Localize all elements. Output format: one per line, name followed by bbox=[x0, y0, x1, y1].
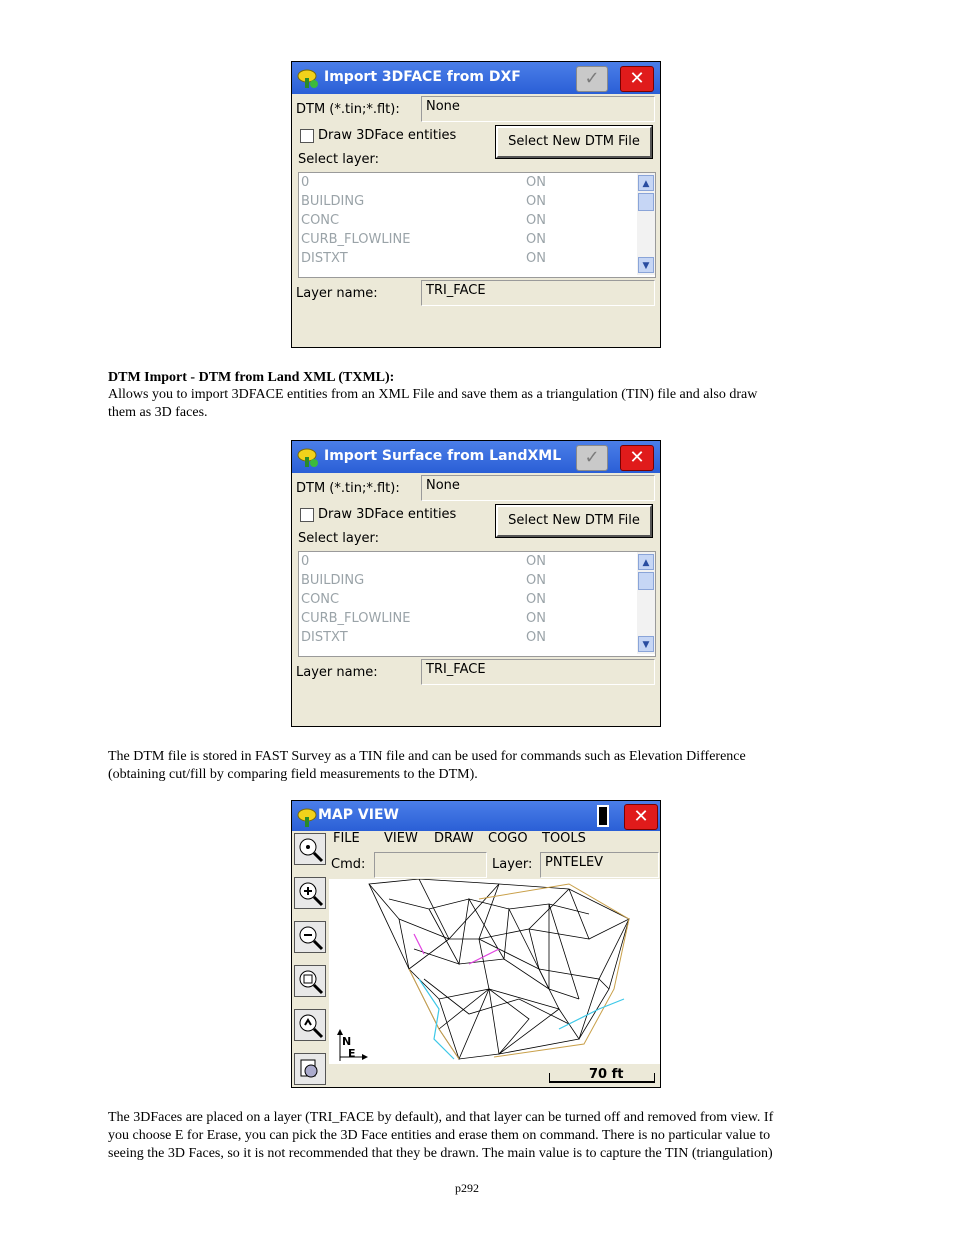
list-item[interactable]: CURB_FLOWLINE ON bbox=[301, 611, 546, 626]
scroll-up-icon[interactable]: ▲ bbox=[638, 175, 654, 191]
close-button[interactable] bbox=[620, 66, 654, 92]
cmd-label: Cmd: bbox=[331, 857, 366, 872]
north-arrow-icon bbox=[334, 1029, 370, 1063]
list-item[interactable]: DISTXT ON bbox=[301, 630, 546, 645]
zoom-previous-button[interactable] bbox=[294, 1009, 326, 1041]
map-title: MAP VIEW bbox=[318, 807, 399, 823]
layer-list[interactable] bbox=[298, 551, 656, 657]
surveyor-app-icon bbox=[296, 805, 320, 829]
list-item[interactable]: CONC ON bbox=[301, 213, 546, 228]
menu-file[interactable]: FILE bbox=[333, 831, 360, 846]
menu-draw[interactable]: DRAW bbox=[434, 831, 474, 846]
import-3dface-dialog bbox=[291, 61, 661, 348]
layer-list[interactable] bbox=[298, 172, 656, 278]
battery-icon bbox=[597, 805, 609, 827]
scroll-up-icon[interactable]: ▲ bbox=[638, 554, 654, 570]
zoom-in-icon bbox=[295, 878, 325, 908]
tin-para-1: The DTM file is stored in FAST Survey as a TIN file and can be used for commands such as Elevation Difference bbox=[108, 749, 746, 764]
scroll-down-icon[interactable]: ▼ bbox=[638, 636, 654, 652]
map-view-window bbox=[291, 800, 661, 1088]
ok-button[interactable] bbox=[576, 66, 608, 92]
north-label: N bbox=[342, 1035, 352, 1048]
draw-3dface-label: Draw 3DFace entities bbox=[318, 128, 457, 143]
dialog-title: Import 3DFACE from DXF bbox=[324, 69, 521, 85]
layer-label: Layer: bbox=[492, 857, 533, 872]
zoom-extents-button[interactable] bbox=[294, 833, 326, 865]
layer-name-input[interactable]: TRI_FACE bbox=[421, 280, 655, 306]
menu-view[interactable]: VIEW bbox=[384, 831, 418, 846]
tin-para-2: (obtaining cut/fill by comparing field measurements to the DTM). bbox=[108, 767, 478, 782]
list-scrollbar[interactable] bbox=[637, 173, 655, 275]
scroll-thumb[interactable] bbox=[638, 572, 654, 590]
layer-name-label: Layer name: bbox=[296, 665, 378, 680]
zoom-window-button[interactable] bbox=[294, 965, 326, 997]
zoom-window-icon bbox=[295, 966, 325, 996]
dialog-title: Import Surface from LandXML bbox=[324, 448, 562, 464]
check-icon: ✓ bbox=[584, 68, 600, 89]
surveyor-app-icon bbox=[296, 445, 320, 469]
section-para-2: them as 3D faces. bbox=[108, 405, 208, 420]
select-new-dtm-button[interactable]: Select New DTM File bbox=[496, 126, 652, 158]
layer-name-input[interactable]: TRI_FACE bbox=[421, 659, 655, 685]
close-icon: ✕ bbox=[629, 447, 645, 468]
dtm-label: DTM (*.tin;*.flt): bbox=[296, 481, 400, 496]
para-3dfaces-2: you choose E for Erase, you can pick the 3D Face entities and erase them on command. There is no particular value to bbox=[108, 1128, 771, 1143]
scroll-down-icon[interactable]: ▼ bbox=[638, 257, 654, 273]
ok-button[interactable] bbox=[576, 445, 608, 471]
close-button[interactable] bbox=[620, 445, 654, 471]
map-title-bar bbox=[292, 801, 660, 831]
scale-bar bbox=[547, 1065, 657, 1085]
map-canvas[interactable] bbox=[329, 879, 660, 1064]
layer-field[interactable]: PNTELEV bbox=[540, 852, 659, 878]
check-icon: ✓ bbox=[584, 447, 600, 468]
section-heading: DTM Import - DTM from Land XML (TXML): bbox=[108, 370, 395, 385]
close-button[interactable] bbox=[624, 804, 658, 830]
section-para-1: Allows you to import 3DFACE entities from an XML File and save them as a triangulation (TIN) file and also draw bbox=[108, 387, 758, 402]
draw-3dface-checkbox[interactable] bbox=[300, 508, 314, 522]
dtm-field[interactable]: None bbox=[421, 96, 655, 122]
draw-3dface-label: Draw 3DFace entities bbox=[318, 507, 457, 522]
dtm-label: DTM (*.tin;*.flt): bbox=[296, 102, 400, 117]
close-icon: ✕ bbox=[629, 68, 645, 89]
cmd-input[interactable] bbox=[374, 852, 487, 878]
pan-icon bbox=[295, 1054, 325, 1084]
draw-3dface-checkbox[interactable] bbox=[300, 129, 314, 143]
list-item[interactable]: BUILDING ON bbox=[301, 194, 546, 209]
dtm-field[interactable]: None bbox=[421, 475, 655, 501]
select-layer-label: Select layer: bbox=[298, 152, 380, 167]
zoom-previous-icon bbox=[295, 1010, 325, 1040]
close-icon: ✕ bbox=[633, 806, 649, 827]
list-item[interactable]: BUILDING ON bbox=[301, 573, 546, 588]
zoom-in-button[interactable] bbox=[294, 877, 326, 909]
select-layer-label: Select layer: bbox=[298, 531, 380, 546]
surveyor-app-icon bbox=[296, 66, 320, 90]
layer-name-label: Layer name: bbox=[296, 286, 378, 301]
select-new-dtm-button[interactable]: Select New DTM File bbox=[496, 505, 652, 537]
menu-tools[interactable]: TOOLS bbox=[542, 831, 586, 846]
east-label: E bbox=[348, 1047, 356, 1060]
menu-cogo[interactable]: COGO bbox=[488, 831, 528, 846]
page-number: p292 bbox=[455, 1181, 479, 1195]
zoom-out-icon bbox=[295, 922, 325, 952]
list-item[interactable]: 0 ON bbox=[301, 175, 546, 190]
para-3dfaces-1: The 3DFaces are placed on a layer (TRI_FACE by default), and that layer can be turned off and removed from view. If bbox=[108, 1110, 774, 1125]
zoom-out-button[interactable] bbox=[294, 921, 326, 953]
para-3dfaces-3: seeing the 3D Faces, so it is not recommended that they be drawn. The main value is to capture the TIN (triangulation) bbox=[108, 1146, 773, 1161]
zoom-extents-icon bbox=[295, 834, 325, 864]
list-item[interactable]: 0 ON bbox=[301, 554, 546, 569]
dialog-title-bar bbox=[292, 441, 660, 473]
list-scrollbar[interactable] bbox=[637, 552, 655, 654]
dialog-title-bar bbox=[292, 62, 660, 94]
pan-button[interactable] bbox=[294, 1053, 326, 1085]
list-item[interactable]: CONC ON bbox=[301, 592, 546, 607]
scroll-thumb[interactable] bbox=[638, 193, 654, 211]
import-landxml-dialog bbox=[291, 440, 661, 727]
scale-label: 70 ft bbox=[589, 1067, 624, 1082]
list-item[interactable]: DISTXT ON bbox=[301, 251, 546, 266]
list-item[interactable]: CURB_FLOWLINE ON bbox=[301, 232, 546, 247]
